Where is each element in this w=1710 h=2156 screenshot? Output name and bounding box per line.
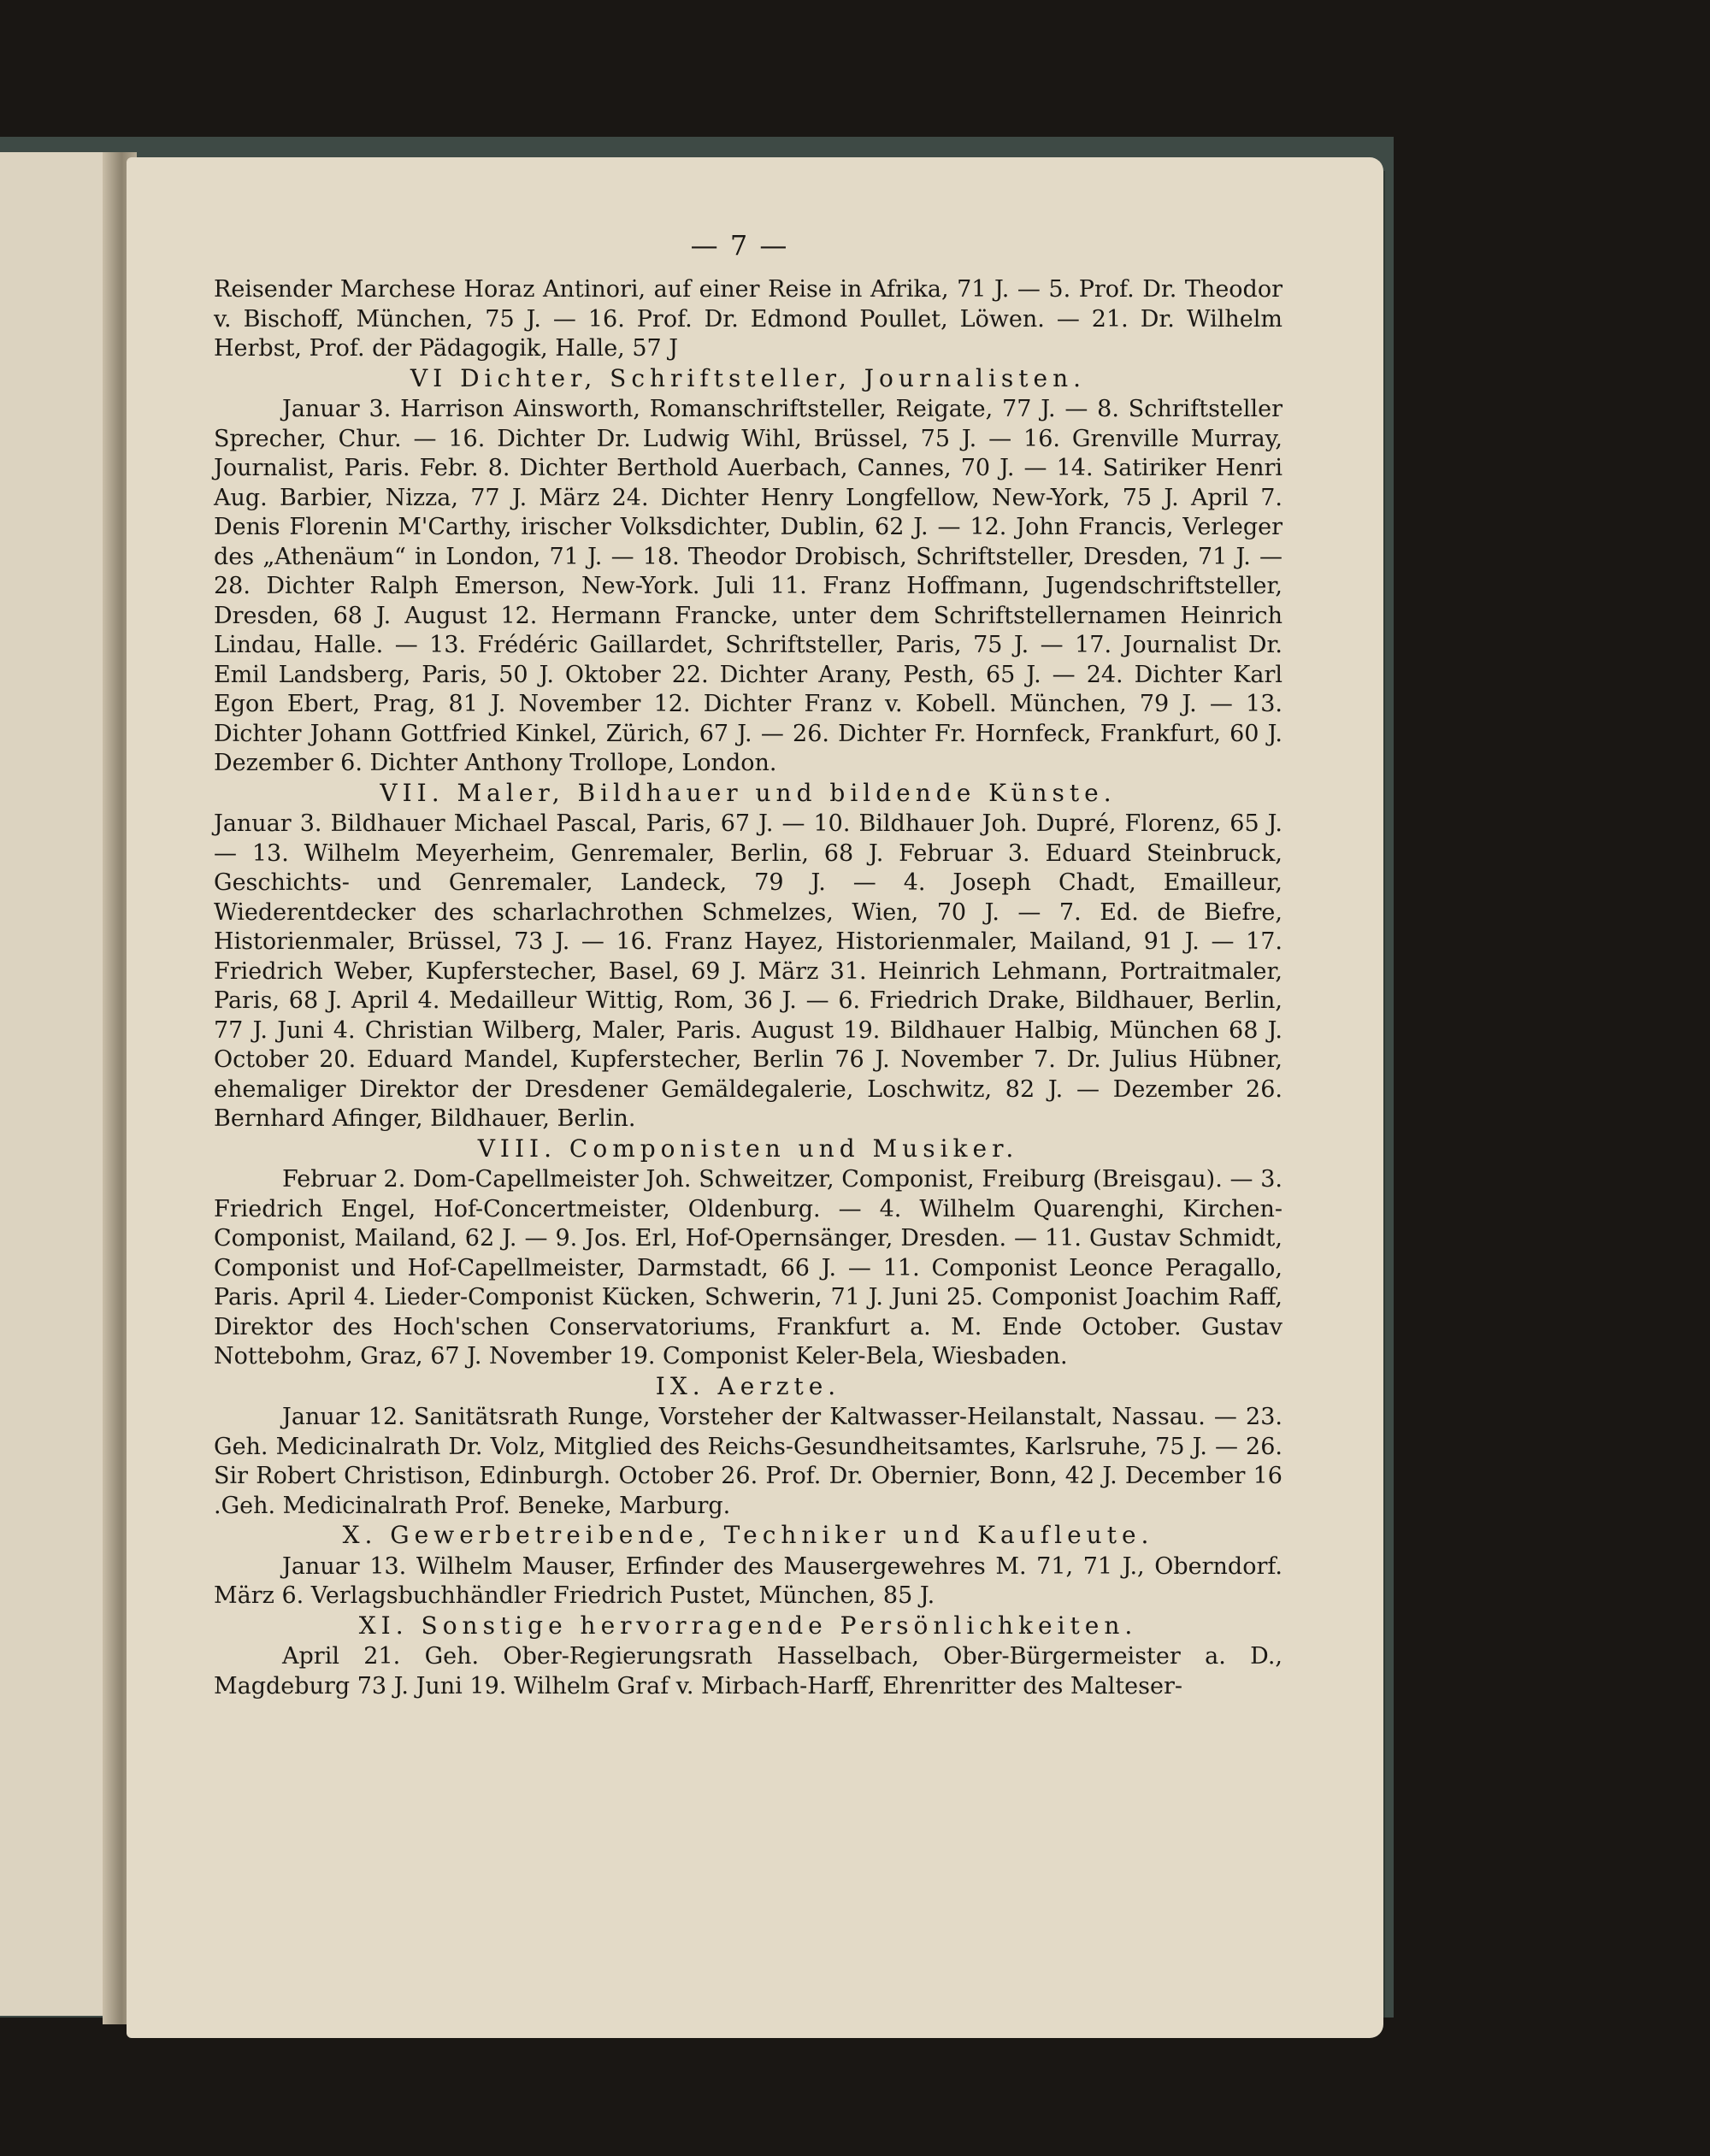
section-text: Januar 13. Wilhelm Mauser, Erfinder des Mausergewehres M. 71, 71 J., Oberndorf. März 6. Verlagsbuchhändler Friedrich Pustet, München, 85 J. xyxy=(214,1552,1282,1609)
section-text: Januar 3. Harrison Ainsworth, Romanschriftsteller, Reigate, 77 J. — 8. Schriftsteller Sprecher, Chur. — 16. Dichter Dr. Ludwig Wihl, Brüssel, 75 J. — 16. Grenville Murray, Journalist, Paris. Febr. 8. Dichter Berthold Auerbach, Cannes, 70 J. — 14. Satiriker Henri Aug. Barbier, Nizza, 77 J. März 24. Dichter Henry Longfellow, New-York, 75 J. April 7. Denis Florenin M'Carthy, irischer Volksdichter, Dublin, 62 J. — 12. John Francis, Verleger des „Athenäum“ in London, 71 J. — 18. Theodor Drobisch, Schriftsteller, Dresden, 71 J. — 28. Dichter Ralph Emerson, New-York. Juli 11. Franz Hoffmann, Jugendschriftsteller, Dresden, 68 J. August 12. Hermann Francke, unter dem Schriftstellernamen Heinrich Lindau, Halle. — 13. Frédéric Gaillardet, Schriftsteller, Paris, 75 J. — 17. Journalist Dr. Emil Landsberg, Paris, 50 J. Oktober 22. Dichter Arany, Pesth, 65 J. — 24. Dichter Karl Egon Ebert, Prag, 81 J. November 12. Dichter Franz v. Kobell. München, 79 J. — 13. Dichter Johann Gottfried Kinkel, Zürich, 67 J. — 26. Dichter Fr. Hornfeck, Frankfurt, 60 J. Dezember 6. Dichter Anthony Trollope, London. xyxy=(214,396,1282,776)
section-text: Januar 3. Bildhauer Michael Pascal, Paris, 67 J. — 10. Bildhauer Joh. Dupré, Florenz, 65 J. — 13. Wilhelm Meyerheim, Genremaler, Berlin, 68 J. Februar 3. Eduard Steinbruck, Geschichts- und Genremaler, Landeck, 79 J. — 4. Joseph Chadt, Emailleur, Wiederentdecker des scharlachrothen Schmelzes, Wien, 70 J. — 7. Ed. de Biefre, Historienmaler, Brüssel, 73 J. — 16. Franz Hayez, Historienmaler, Mailand, 91 J. — 17. Friedrich Weber, Kupferstecher, Basel, 69 J. März 31. Heinrich Lehmann, Portraitmaler, Paris, 68 J. April 4. Medailleur Wittig, Rom, 36 J. — 6. Friedrich Drake, Bildhauer, Berlin, 77 J. Juni 4. Christian Wilberg, Maler, Paris. August 19. Bildhauer Halbig, München 68 J. October 20. Eduard Mandel, Kupferstecher, Berlin 76 J. November 7. Dr. Julius Hübner, ehemaliger Direktor der Dresdener Gemäldegalerie, Loschwitz, 82 J. — Dezember 26. Bernhard Afinger, Bildhauer, Berlin. xyxy=(214,810,1282,1132)
section-text: April 21. Geh. Ober-Regierungsrath Hasselbach, Ober-Bürgermeister a. D., Magdeburg 73 J. Juni 19. Wilhelm Graf v. Mirbach-Harff, Ehrenritter des Malteser- xyxy=(214,1643,1282,1699)
section-text: Februar 2. Dom-Capellmeister Joh. Schweitzer, Componist, Freiburg (Breisgau). — 3. Friedrich Engel, Hof-Concertmeister, Oldenburg. — 4. Wilhelm Quarenghi, Kirchen-Componist, Mailand, 62 J. — 9. Jos. Erl, Hof-Opernsänger, Dresden. — 11. Gustav Schmidt, Componist und Hof-Capellmeister, Darmstadt, 66 J. — 11. Componist Leonce Peragallo, Paris. April 4. Lieder-Componist Kücken, Schwerin, 71 J. Juni 25. Componist Joachim Raff, Direktor des Hoch'schen Conservatoriums, Frankfurt a. M. Ende October. Gustav Nottebohm, Graz, 67 J. November 19. Componist Keler-Bela, Wiesbaden. xyxy=(214,1166,1282,1370)
section-heading: VIII. Componisten und Musiker. xyxy=(477,1134,1019,1163)
section-text: Januar 12. Sanitätsrath Runge, Vorsteher der Kaltwasser-Heilanstalt, Nassau. — 23. Geh. Medicinalrath Dr. Volz, Mitglied des Reichs-Gesundheitsamtes, Karlsruhe, 75 J. — 26. Sir Robert Christison, Edinburgh. October 26. Prof. Dr. Obernier, Bonn, 42 J. December 16 .Geh. Medicinalrath Prof. Beneke, Marburg. xyxy=(214,1404,1282,1519)
left-page-edge xyxy=(0,152,115,2016)
section-heading: VII. Maler, Bildhauer und bildende Künste. xyxy=(380,778,1117,807)
intro-paragraph: Reisender Marchese Horaz Antinori, auf einer Reise in Afrika, 71 J. — 5. Prof. Dr. Theodor v. Bischoff, München, 75 J. — 16. Prof. Dr. Edmond Poullet, Löwen. — 21. Dr. Wilhelm Herbst, Prof. der Pädagogik, Halle, 57 J xyxy=(214,276,1282,362)
section-heading: XI. Sonstige hervorragende Persönlichkeiten. xyxy=(358,1611,1138,1640)
page-body xyxy=(214,275,1282,1701)
section-heading: X. Gewerbetreibende, Techniker und Kaufleute. xyxy=(342,1521,1154,1549)
section-heading: IX. Aerzte. xyxy=(655,1371,841,1400)
page-number: — 7 — xyxy=(690,229,789,262)
section-heading: VI Dichter, Schriftsteller, Journalisten. xyxy=(410,363,1087,392)
